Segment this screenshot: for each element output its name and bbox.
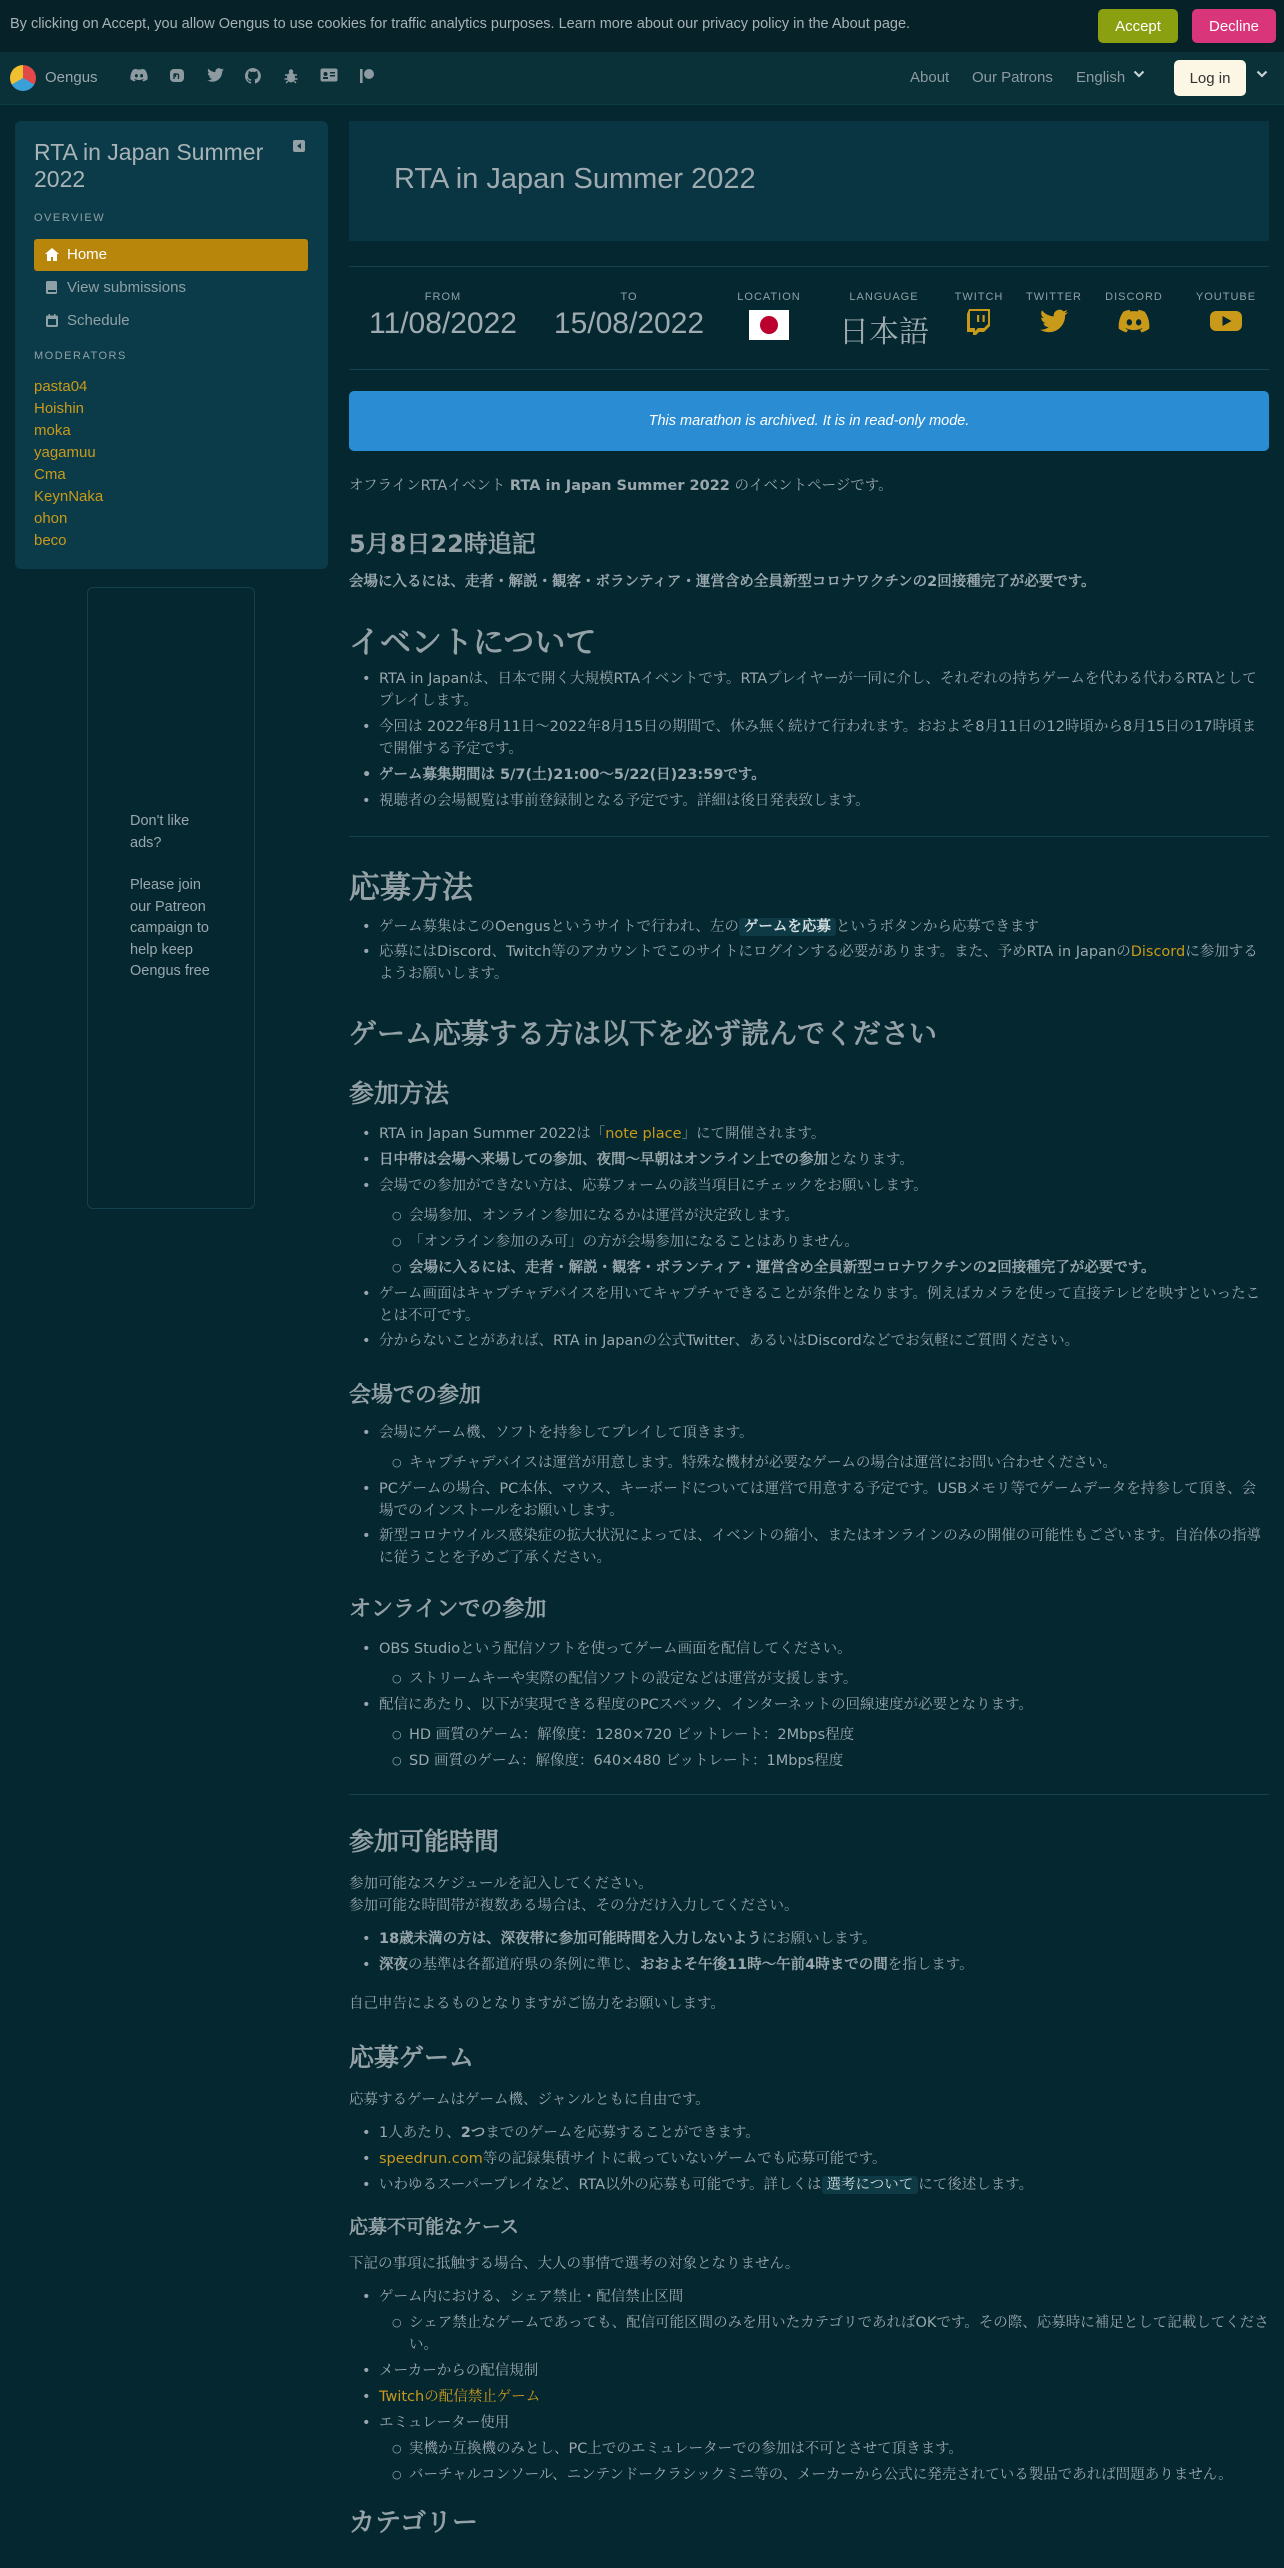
list-item: • ゲーム募集期間は 5/7(土)21:00～5/22(日)23:59です。 — [379, 764, 1269, 786]
calendar-icon — [45, 314, 59, 327]
moderator-link[interactable]: yagamuu — [34, 444, 96, 461]
apply-text: というボタンから応募できます — [835, 919, 1039, 935]
sidebar-item-label: Home — [67, 246, 108, 263]
twitter-label: TWITTER — [1026, 291, 1082, 303]
heading-join: 参加方法 — [349, 1079, 450, 1108]
games-text: 等の記録集積サイトに載っていないゲームでも応募可能です。 — [482, 2151, 887, 2167]
heading-category: カテゴリー — [349, 2508, 478, 2538]
twitch — [949, 291, 1009, 342]
page-title: RTA in Japan Summer 2022 — [394, 163, 756, 195]
list-item: • 新型コロナウイルス感染症の拡大状況によっては、イベントの縮小、またはオンラインのみの開催の可能性もございます。自治体の指導に従うことを予めご了承ください。 — [379, 1525, 1269, 1569]
apply-text: に参加するようお願いします。 — [379, 944, 1258, 982]
list-item: • エミュレーター使用 — [379, 2412, 1269, 2434]
navbar — [0, 52, 1284, 105]
heading-games: 応募ゲーム — [349, 2043, 475, 2072]
heading-online: オンラインでの参加 — [349, 1597, 547, 1622]
sub-list-item: ○ HD 画質のゲーム：解像度：1280×720 ビットレート：2Mbps程度 — [409, 1724, 1269, 1746]
id-card-icon[interactable] — [320, 68, 338, 86]
moderator-link[interactable]: Cma — [34, 466, 66, 483]
list-item: • RTA in Japanは、日本で開く大規模RTAイベントです。RTAプレイヤーが一同に介し、それぞれの持ちゲームを代わる代わるRTAとしてプレイします。 — [379, 668, 1269, 712]
heading-apply: 応募方法 — [349, 870, 473, 906]
list-item: • 視聴者の会場観覧は事前登録制となる予定です。詳細は後日発表致します。 — [379, 790, 1269, 812]
heading-must-read: ゲーム応募する方は以下を必ず読んでください — [349, 1017, 938, 1050]
list-item: • ゲーム内における、シェア禁止・配信禁止区間 — [379, 2286, 1269, 2308]
marathon-info — [349, 266, 1269, 370]
from-value: 11/08/2022 — [369, 307, 517, 340]
list-item — [379, 2174, 1269, 2196]
ad-line-1: Don't like ads? — [130, 813, 190, 851]
bug-icon[interactable] — [282, 68, 300, 86]
join-text: RTA in Japan Summer 2022は「 — [379, 1126, 606, 1142]
list-item: • 分からないことがあれば、RTA in Japanの公式Twitter、あるいはDiscordなどでお気軽にご質問ください。 — [379, 1330, 1269, 1352]
discord-label: DISCORD — [1105, 291, 1163, 303]
avail-text: にお願いします。 — [761, 1931, 877, 1947]
intro-event-name: RTA in Japan Summer 2022 — [509, 478, 730, 494]
twitch-icon[interactable] — [949, 309, 1009, 342]
apply-text: ゲーム募集はこのOengusというサイトで行われ、左の — [379, 919, 739, 935]
divider — [349, 836, 1269, 837]
heading-venue: 会場での参加 — [349, 1383, 482, 1408]
location — [729, 291, 809, 340]
intro-c: のイベントページです。 — [729, 478, 893, 494]
sub-list-item: ○ 会場に入るには、走者・解説・観客・ボランティア・運営含め全員新型コロナワクチンの2回接種完了が必要です。 — [409, 1257, 1269, 1279]
ad-line-2: Please join our Patreon campaign to help keep Oengus free — [130, 877, 210, 979]
avail-bold-text: 深夜 — [379, 1957, 408, 1973]
to-label: TO — [620, 291, 638, 303]
cookie-banner — [0, 0, 1284, 52]
list-item — [379, 1954, 1269, 1976]
sidebar-item-label: Schedule — [67, 312, 130, 329]
twitter-icon[interactable] — [1019, 309, 1089, 340]
games-bold-text: 2つ — [460, 2125, 486, 2141]
oengus-logo-icon[interactable] — [10, 65, 36, 91]
twitter-icon[interactable] — [206, 68, 224, 86]
heading-availability: 参加可能時間 — [349, 1827, 500, 1856]
from-date — [363, 291, 523, 341]
apply-text: 応募にはDiscord、Twitch等のアカウントでこのサイトにログインする必要があります。また、予めRTA in Japanの — [379, 944, 1131, 960]
language-value: 日本語 — [839, 316, 929, 349]
availability-text-2: 参加可能な時間帯が複数ある場合は、その分だけ入力してください。 — [349, 1898, 799, 1914]
avail-text: の基準は各都道府県の条例に準じ、 — [408, 1957, 640, 1973]
ineligible-text: 下記の事項に抵触する場合、大人の事情で選考の対象となりません。 — [349, 2256, 800, 2272]
list-item — [379, 1928, 1269, 1950]
moderator-link[interactable]: ohon — [34, 510, 68, 527]
speedrun-link[interactable]: speedrun.com — [379, 2151, 483, 2167]
moderator-link[interactable]: moka — [34, 422, 71, 439]
moderator-link[interactable]: KeynNaka — [34, 488, 104, 505]
sidebar-item-view-submissions[interactable] — [34, 272, 308, 304]
games-text: までのゲームを応募することができます。 — [485, 2125, 760, 2141]
avail-bold-text: おおよそ午後11時～午前4時までの間 — [640, 1957, 888, 1973]
heading-ineligible: 応募不可能なケース — [349, 2216, 520, 2238]
sub-list-item: ○ バーチャルコンソール、ニンテンドークラシックミニ等の、メーカーから公式に発売されている製品であれば問題ありません。 — [409, 2464, 1269, 2486]
games-text: いわゆるスーパープレイなど、RTA以外の応募も可能です。詳しくは — [379, 2177, 822, 2193]
patreon-icon[interactable] — [358, 68, 376, 86]
list-item: • メーカーからの配信規制 — [379, 2360, 1269, 2382]
join-bold-text: 日中帯は会場へ来場しての参加、夜間～早朝はオンライン上での参加 — [379, 1152, 829, 1168]
user-menu-chevron-down-icon[interactable] — [1256, 68, 1268, 83]
selection-ref: 選考について — [822, 2176, 919, 2194]
sidebar-title: RTA in Japan Summer 2022 — [34, 139, 264, 192]
discord-icon[interactable] — [1099, 309, 1169, 340]
youtube-label: YOUTUBE — [1195, 291, 1257, 303]
heading-about: イベントについて — [349, 625, 597, 661]
mastodon-icon[interactable] — [168, 68, 186, 86]
games-text: 応募するゲームはゲーム機、ジャンルともに自由です。 — [349, 2092, 710, 2108]
discord — [1099, 291, 1169, 340]
social-icons — [130, 68, 376, 86]
sub-list-item: ○ 会場参加、オンライン参加になるかは運営が決定致します。 — [409, 1205, 1269, 1227]
brand-name[interactable]: Oengus — [45, 69, 98, 86]
decline-button[interactable]: Decline — [1192, 9, 1276, 43]
sub-list-item: ○ キャプチャデバイスは運営が用意します。特殊な機材が必要なゲームの場合は運営にお問い合わせください。 — [409, 1452, 1269, 1474]
twitch-banned-games-link[interactable]: Twitchの配信禁止ゲーム — [379, 2389, 541, 2405]
moderator-link[interactable]: Hoishin — [34, 400, 85, 417]
sub-list-item: ○ SD 画質のゲーム：解像度：640×480 ビットレート：1Mbps程度 — [409, 1750, 1269, 1772]
login-button[interactable]: Log in — [1174, 60, 1246, 96]
archived-notice: This marathon is archived. It is in read-only mode. — [349, 391, 1269, 451]
sidebar-item-label: View submissions — [67, 279, 186, 296]
moderators-label: MODERATORS — [34, 350, 127, 362]
japan-flag-icon — [749, 310, 789, 340]
sub-list-item: ○ 「オンライン参加のみ可」の方が会場参加になることはありません。 — [409, 1231, 1269, 1253]
list-item — [379, 916, 1269, 938]
ad-text — [130, 811, 220, 983]
to-value: 15/08/2022 — [553, 307, 705, 340]
youtube-icon[interactable] — [1189, 309, 1263, 340]
marathon-header — [349, 121, 1269, 241]
book-icon — [45, 281, 59, 294]
language-chevron-down-icon[interactable] — [1133, 68, 1145, 83]
heading-addendum: 5月8日22時追記 — [349, 530, 536, 558]
sub-list-item: ○ シェア禁止なゲームであっても、配信可能区間のみを用いたカテゴリであればOKです。その際、応募時に補足として記載してください。 — [409, 2312, 1269, 2356]
intro-text — [349, 474, 1269, 495]
list-item: • 会場にゲーム機、ソフトを持参してプレイして頂きます。 — [379, 1422, 1269, 1444]
list-item — [379, 2122, 1269, 2144]
sidebar — [15, 121, 328, 569]
language-label: LANGUAGE — [849, 291, 919, 303]
language-select[interactable]: English — [1076, 69, 1126, 86]
moderator-link[interactable]: beco — [34, 532, 67, 549]
games-text: 1人あたり、 — [379, 2125, 461, 2141]
availability-text-1: 参加可能なスケジュールを記入してください。 — [349, 1876, 653, 1892]
ad-placeholder — [87, 587, 255, 1209]
avail-bold-text: 18歳未満の方は、深夜帯に参加可能時間を入力しないよう — [379, 1931, 762, 1947]
sub-list-item: ○ ストリームキーや実際の配信ソフトの設定などは運営が支援します。 — [409, 1668, 1269, 1690]
github-icon[interactable] — [244, 68, 262, 86]
moderator-link[interactable]: pasta04 — [34, 378, 88, 395]
list-item — [379, 1123, 1269, 1145]
twitch-label: TWITCH — [954, 291, 1004, 303]
list-item: • 配信にあたり、以下が実現できる程度のPCスペック、インターネットの回線速度が必要となります。 — [379, 1694, 1269, 1716]
to-date — [549, 291, 709, 341]
list-item — [379, 2148, 1269, 2170]
discord-link[interactable]: Discord — [1130, 944, 1186, 960]
avail-text: を指します。 — [887, 1957, 974, 1973]
collapse-sidebar-icon[interactable] — [293, 140, 305, 152]
list-item — [379, 2386, 1269, 2408]
sidebar-item-home[interactable] — [34, 239, 308, 271]
discord-icon[interactable] — [130, 68, 148, 86]
cookie-text: By clicking on Accept, you allow Oengus to use cookies for traffic analytics purposes. Learn more about our privacy policy in the About page. — [10, 16, 911, 32]
location-label: LOCATION — [737, 291, 801, 303]
youtube — [1189, 291, 1263, 340]
games-text: にて後述します。 — [918, 2177, 1034, 2193]
twitter — [1019, 291, 1089, 340]
list-item: • ゲーム画面はキャプチャデバイスを用いてキャプチャできることが条件となります。例えばカメラを使って直接テレビを映すといったことは不可です。 — [379, 1283, 1269, 1327]
list-item: • 会場での参加ができない方は、応募フォームの該当項目にチェックをお願いします。 — [379, 1175, 1269, 1197]
home-icon — [45, 248, 59, 261]
venue-link[interactable]: note place — [605, 1126, 682, 1142]
join-text: 」にて開催されます。 — [681, 1126, 826, 1142]
join-text: となります。 — [828, 1152, 914, 1168]
accept-button[interactable]: Accept — [1098, 9, 1178, 43]
divider — [349, 1794, 1269, 1795]
addendum-text: 会場に入るには、走者・解説・観客・ボランティア・運営含め全員新型コロナワクチンの2回接種完了が必要です。 — [349, 574, 1096, 590]
apply-game-button-ref: ゲームを応募 — [739, 918, 836, 936]
list-item — [379, 1149, 1269, 1171]
list-item: • PCゲームの場合、PC本体、マウス、キーボードについては運営で用意する予定です。USBメモリ等でゲームデータを持参して頂き、会場でのインストールをお願いします。 — [379, 1478, 1269, 1522]
sub-list-item: ○ 実機か互換機のみとし、PC上でのエミュレーターでの参加は不可とさせて頂きます。 — [409, 2438, 1269, 2460]
availability-text-3: 自己申告によるものとなりますがご協力をお願いします。 — [349, 1996, 725, 2012]
sidebar-item-schedule[interactable] — [34, 305, 308, 337]
list-item: • 今回は 2022年8月11日～2022年8月15日の期間で、休み無く続けて行われます。おおよそ8月11日の12時頃から8月15日の17時頃まで開催する予定です。 — [379, 716, 1269, 760]
from-label: FROM — [424, 291, 462, 303]
intro-a: オフラインRTAイベント — [349, 478, 510, 494]
patrons-link[interactable]: Our Patrons — [972, 69, 1053, 86]
about-link[interactable]: About — [910, 69, 950, 86]
language — [829, 291, 939, 351]
overview-label: OVERVIEW — [34, 212, 106, 224]
list-item: • OBS Studioという配信ソフトを使ってゲーム画面を配信してください。 — [379, 1638, 1269, 1660]
list-item — [379, 941, 1269, 985]
